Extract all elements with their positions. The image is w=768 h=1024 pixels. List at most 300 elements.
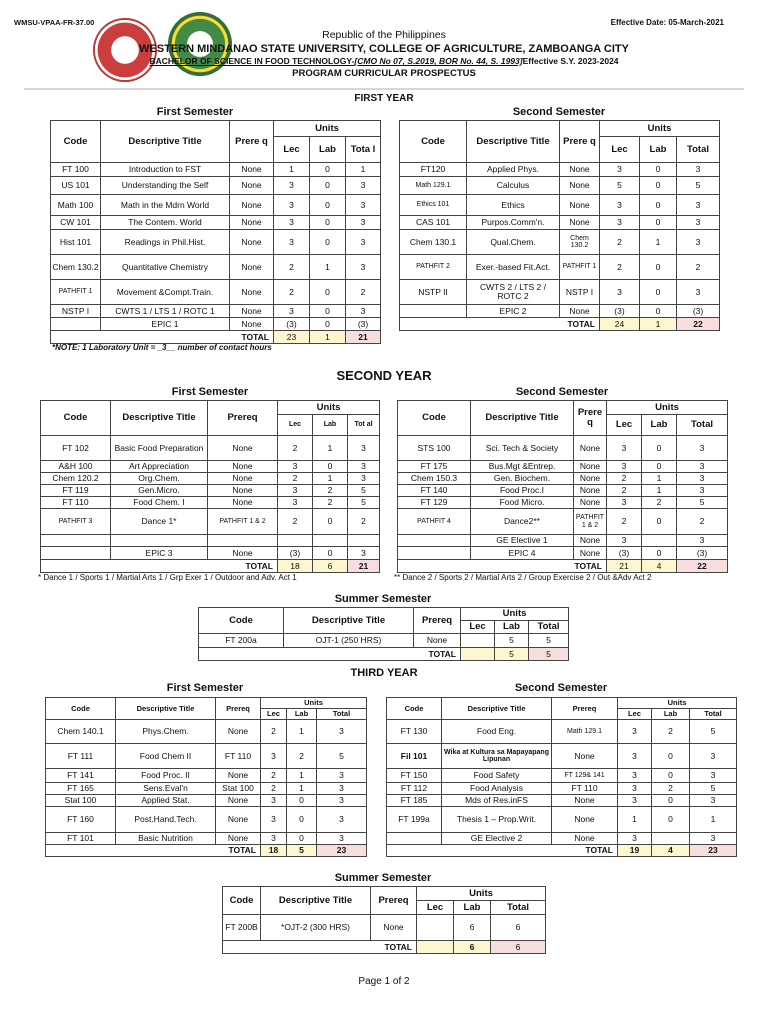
y3s2-body [387, 720, 737, 845]
course-total: (3) [677, 547, 728, 560]
course-lec: 2 [278, 473, 313, 485]
col-code: Code [223, 887, 261, 915]
course-lec: 2 [261, 769, 287, 783]
course-lec: 3 [607, 497, 642, 509]
lab-unit-note: *NOTE: 1 Laboratory Unit = _3__ number of contact hours [52, 343, 272, 352]
col-lec: Lec [600, 137, 640, 163]
course-code: FT 110 [41, 497, 111, 509]
course-code: FT 141 [46, 769, 116, 783]
third-year-heading: THIRD YEAR [350, 667, 418, 679]
program-name: BACHELOR OF SCIENCE IN FOOD TECHNOLOGY- [149, 56, 355, 66]
col-title: Descriptive Title [261, 887, 371, 915]
course-prereq: None [216, 807, 261, 833]
course-row [46, 807, 367, 833]
course-prereq: None [208, 461, 278, 473]
course-total: 3 [677, 216, 720, 230]
course-lec: 2 [607, 473, 642, 485]
course-lab: 1 [642, 485, 677, 497]
course-row [46, 744, 367, 769]
course-total: 3 [690, 769, 737, 783]
course-row [398, 535, 728, 547]
y3sum-body [223, 915, 546, 941]
course-total: 5 [690, 720, 737, 744]
course-lec: 2 [261, 720, 287, 744]
course-row [387, 744, 737, 769]
course-code [400, 305, 467, 318]
course-total: (3) [677, 305, 720, 318]
course-lab: 1 [313, 436, 348, 461]
course-prereq: None [574, 535, 607, 547]
total-units: 22 [677, 318, 720, 331]
course-title: Math in the Mdrn World [101, 195, 230, 216]
col-code: Code [51, 121, 101, 163]
col-total: Tot al [348, 415, 380, 436]
col-title: Descriptive Title [101, 121, 230, 163]
col-prereq: Prereq [552, 698, 618, 720]
course-row [46, 795, 367, 807]
course-lec: 1 [618, 807, 652, 833]
course-row [46, 833, 367, 845]
course-prereq: None [208, 485, 278, 497]
course-title: EPIC 4 [471, 547, 574, 560]
course-lab: 0 [310, 230, 346, 255]
course-code: FT 150 [387, 769, 442, 783]
col-units: Units [600, 121, 720, 137]
col-code: Code [46, 698, 116, 720]
y2s1-body [41, 436, 380, 560]
course-code: Hist 101 [51, 230, 101, 255]
course-lab: 5 [495, 634, 529, 648]
y2-summer-table [198, 607, 569, 661]
course-row [398, 497, 728, 509]
course-title: Food Micro. [471, 497, 574, 509]
col-code: Code [400, 121, 467, 163]
course-code: Fil 101 [387, 744, 442, 769]
course-lec: 3 [607, 461, 642, 473]
course-lab: 1 [642, 473, 677, 485]
col-units: Units [607, 401, 728, 415]
course-row [387, 795, 737, 807]
course-prereq: FT 110 [216, 744, 261, 769]
course-prereq: None [230, 255, 274, 280]
course-total: 3 [348, 547, 380, 560]
course-title: Gen. Biochem. [471, 473, 574, 485]
course-lec: 2 [278, 436, 313, 461]
course-prereq: None [208, 497, 278, 509]
course-lec: 2 [600, 255, 640, 280]
y2sum-body [199, 634, 569, 648]
col-code: Code [199, 608, 284, 634]
course-lec: 3 [261, 744, 287, 769]
course-title: Dance2** [471, 509, 574, 535]
course-title: OJT-1 (250 HRS) [284, 634, 414, 648]
col-title: Descriptive Title [111, 401, 208, 436]
course-total: 3 [677, 436, 728, 461]
course-prereq: None [552, 807, 618, 833]
course-prereq: None [552, 795, 618, 807]
course-lab [652, 833, 690, 845]
col-prereq: Prereq [216, 698, 261, 720]
course-prereq: None [574, 547, 607, 560]
course-prereq: Stat 100 [216, 783, 261, 795]
col-lab: Lab [310, 137, 346, 163]
course-total: 2 [348, 509, 380, 535]
course-title: Applied Phys. [467, 163, 560, 177]
page-number: Page 1 of 2 [358, 976, 410, 987]
col-units: Units [278, 401, 380, 415]
course-total [348, 535, 380, 547]
course-prereq [208, 535, 278, 547]
course-title: Wika at Kultura sa Mapayapang Lipunan [442, 744, 552, 769]
course-title: CWTS 2 / LTS 2 / ROTC 2 [467, 280, 560, 305]
course-prereq: None [574, 436, 607, 461]
total-lec: 19 [618, 845, 652, 857]
course-title: Introduction to FST [101, 163, 230, 177]
course-prereq: None [574, 497, 607, 509]
course-prereq: None [230, 305, 274, 318]
col-code: Code [41, 401, 111, 436]
course-row [46, 783, 367, 795]
course-lab: 2 [642, 497, 677, 509]
course-lec: (3) [600, 305, 640, 318]
course-total: 3 [317, 720, 367, 744]
course-lec: 2 [278, 509, 313, 535]
course-total: 3 [346, 216, 381, 230]
course-title: Food Proc. II [116, 769, 216, 783]
course-row [400, 163, 720, 177]
course-total: 3 [348, 473, 380, 485]
col-title: Descriptive Title [116, 698, 216, 720]
course-title: EPIC 1 [101, 318, 230, 331]
course-title: Basic Nutrition [116, 833, 216, 845]
col-lec: Lec [607, 415, 642, 436]
course-code: Chem 130.1 [400, 230, 467, 255]
col-lec: Lec [278, 415, 313, 436]
y2-second-sem-table [397, 400, 728, 573]
pathfit4-footnote: ** Dance 2 / Sports 2 / Martial Arts 2 / Group Exercise 2 / Out &Adv Act 2 [394, 573, 652, 582]
course-prereq: PATHFIT 1 [560, 255, 600, 280]
course-total: 3 [317, 833, 367, 845]
course-lec: 3 [274, 195, 310, 216]
col-units: Units [461, 608, 569, 621]
course-lec: 3 [274, 216, 310, 230]
course-lab: 0 [313, 461, 348, 473]
col-title: Descriptive Title [442, 698, 552, 720]
course-lec [417, 915, 454, 941]
course-lab: 0 [640, 280, 677, 305]
course-lab: 0 [310, 216, 346, 230]
course-lec: 3 [261, 807, 287, 833]
course-prereq: None [371, 915, 417, 941]
course-lec: (3) [274, 318, 310, 331]
y1-first-sem-table [50, 120, 381, 344]
total-lab: 5 [495, 648, 529, 661]
course-row [398, 547, 728, 560]
course-lec: (3) [278, 547, 313, 560]
course-row [41, 497, 380, 509]
course-row [41, 535, 380, 547]
course-code: FT120 [400, 163, 467, 177]
course-code: FT 129 [398, 497, 471, 509]
course-row [387, 720, 737, 744]
total-lab: 1 [310, 331, 346, 344]
course-title: Food Eng. [442, 720, 552, 744]
course-code: PATHFIT 2 [400, 255, 467, 280]
course-total: 3 [346, 195, 381, 216]
course-total: 5 [690, 783, 737, 795]
course-code: Chem 120.2 [41, 473, 111, 485]
course-title: Exer.-based Fit.Act. [467, 255, 560, 280]
course-total: 5 [677, 177, 720, 195]
course-prereq: None [560, 216, 600, 230]
course-prereq: None [230, 230, 274, 255]
col-total: Total [677, 137, 720, 163]
col-total: Total [317, 709, 367, 720]
course-prereq: PATHFIT 1 & 2 [574, 509, 607, 535]
course-total: 3 [346, 230, 381, 255]
col-title: Descriptive Title [471, 401, 574, 436]
course-code: FT 101 [46, 833, 116, 845]
course-total: 3 [677, 485, 728, 497]
course-code [387, 833, 442, 845]
course-lab: 1 [640, 230, 677, 255]
course-row [51, 255, 381, 280]
course-title: Bus.Mgt &Entrep. [471, 461, 574, 473]
course-code [398, 547, 471, 560]
total-lab: 1 [640, 318, 677, 331]
col-lec: Lec [274, 137, 310, 163]
course-code: FT 175 [398, 461, 471, 473]
course-code: Chem 140.1 [46, 720, 116, 744]
course-row [51, 163, 381, 177]
y3s1-body [46, 720, 367, 845]
course-code: Stat 100 [46, 795, 116, 807]
course-total: 2 [346, 280, 381, 305]
y1-second-sem-table [399, 120, 720, 331]
total-units: 21 [346, 331, 381, 344]
course-lab: 0 [640, 216, 677, 230]
program-effective: Effective S.Y. 2023-2024 [522, 56, 619, 66]
course-row [398, 436, 728, 461]
total-lec [461, 648, 495, 661]
course-row [51, 195, 381, 216]
total-lec: 24 [600, 318, 640, 331]
col-prereq: Prereq [414, 608, 461, 634]
course-lec [461, 634, 495, 648]
col-prereq: Prereq [208, 401, 278, 436]
course-lab [313, 535, 348, 547]
course-lab: 0 [652, 744, 690, 769]
course-prereq: None [560, 163, 600, 177]
course-total: 3 [317, 795, 367, 807]
course-row [398, 485, 728, 497]
course-title: Food Chem. I [111, 497, 208, 509]
course-prereq: None [216, 833, 261, 845]
course-code: US 101 [51, 177, 101, 195]
course-prereq: None [230, 216, 274, 230]
col-prereq: Prere q [574, 401, 607, 436]
course-prereq: None [208, 473, 278, 485]
course-row [387, 783, 737, 795]
course-total: 3 [348, 436, 380, 461]
col-lab: Lab [313, 415, 348, 436]
col-lab: Lab [454, 901, 491, 915]
col-lec: Lec [261, 709, 287, 720]
course-row [51, 177, 381, 195]
course-lec: 1 [274, 163, 310, 177]
course-lab: 1 [313, 473, 348, 485]
course-total: 6 [491, 915, 546, 941]
course-code: Math 100 [51, 195, 101, 216]
y1-second-semester-label: Second Semester [512, 106, 606, 118]
total-label: TOTAL [223, 941, 417, 954]
course-row [223, 915, 546, 941]
y2s2-body [398, 436, 728, 560]
course-row [41, 509, 380, 535]
course-lec: 3 [607, 535, 642, 547]
course-prereq: None [560, 195, 600, 216]
course-prereq: None [230, 195, 274, 216]
col-total: Tota l [346, 137, 381, 163]
course-title: Qual.Chem. [467, 230, 560, 255]
course-lec: 2 [607, 509, 642, 535]
y2-first-sem-table [40, 400, 380, 573]
program-line [0, 56, 768, 66]
course-lab: 0 [642, 509, 677, 535]
course-lab: 2 [287, 744, 317, 769]
col-lab: Lab [640, 137, 677, 163]
course-prereq: None [574, 485, 607, 497]
col-lec: Lec [461, 621, 495, 634]
course-title: Food Proc.I [471, 485, 574, 497]
course-lec: 3 [274, 177, 310, 195]
y1-first-semester-label: First Semester [156, 106, 234, 118]
course-lab: 0 [640, 255, 677, 280]
course-prereq: Chem 130.2 [560, 230, 600, 255]
course-lec: 3 [600, 280, 640, 305]
course-total: 3 [348, 461, 380, 473]
total-label: TOTAL [46, 845, 261, 857]
total-label: TOTAL [51, 331, 274, 344]
course-lec: 3 [618, 769, 652, 783]
course-title: Understanding the Self [101, 177, 230, 195]
total-units: 21 [348, 560, 380, 573]
col-title: Descriptive Title [284, 608, 414, 634]
course-prereq: Math 129.1 [552, 720, 618, 744]
course-total: 2 [677, 255, 720, 280]
course-code: FT 200B [223, 915, 261, 941]
course-code: FT 200a [199, 634, 284, 648]
course-lab: 1 [287, 783, 317, 795]
course-lec: 3 [274, 305, 310, 318]
course-row [51, 280, 381, 305]
col-lab: Lab [287, 709, 317, 720]
course-code: FT 111 [46, 744, 116, 769]
course-title: EPIC 3 [111, 547, 208, 560]
course-lec: 5 [600, 177, 640, 195]
course-code: FT 160 [46, 807, 116, 833]
course-total: 3 [317, 769, 367, 783]
course-lec: 2 [274, 280, 310, 305]
second-year-heading: SECOND YEAR [336, 368, 432, 383]
y2-first-semester-label: First Semester [171, 386, 249, 398]
course-title: CWTS 1 / LTS 1 / ROTC 1 [101, 305, 230, 318]
course-row [41, 436, 380, 461]
col-prereq: Prere q [560, 121, 600, 163]
course-row [400, 195, 720, 216]
course-lab: 0 [313, 547, 348, 560]
course-lab: 0 [287, 795, 317, 807]
y2-second-semester-label: Second Semester [515, 386, 609, 398]
y3-summer-semester-label: Summer Semester [334, 872, 432, 884]
total-lab: 5 [287, 845, 317, 857]
course-title: Applied Stat. [116, 795, 216, 807]
col-lec: Lec [618, 709, 652, 720]
col-code: Code [398, 401, 471, 436]
course-row [41, 461, 380, 473]
course-title: Art Appreciation [111, 461, 208, 473]
course-lab: 2 [313, 497, 348, 509]
total-units: 23 [690, 845, 737, 857]
course-row [398, 461, 728, 473]
first-year-heading: FIRST YEAR [354, 93, 414, 104]
course-lab: 0 [640, 305, 677, 318]
course-row [400, 216, 720, 230]
course-lab: 0 [640, 195, 677, 216]
course-lab: 0 [310, 305, 346, 318]
course-prereq: None [230, 163, 274, 177]
course-prereq: None [574, 461, 607, 473]
course-prereq: None [208, 436, 278, 461]
course-lab: 0 [652, 769, 690, 783]
course-lab: 0 [642, 461, 677, 473]
course-row [387, 833, 737, 845]
effective-date: Effective Date: 05-March-2021 [610, 18, 724, 27]
course-prereq: None [230, 280, 274, 305]
total-label: TOTAL [199, 648, 461, 661]
course-row [400, 280, 720, 305]
course-lec: 3 [274, 230, 310, 255]
course-title: Sci. Tech & Society [471, 436, 574, 461]
y3-second-semester-label: Second Semester [514, 682, 608, 694]
course-title: Ethics [467, 195, 560, 216]
course-code: FT 165 [46, 783, 116, 795]
course-lab: 0 [310, 280, 346, 305]
course-code: Chem 130.2 [51, 255, 101, 280]
course-code: Chem 150.3 [398, 473, 471, 485]
course-lec: 3 [261, 795, 287, 807]
total-lec: 23 [274, 331, 310, 344]
course-lab: 0 [313, 509, 348, 535]
course-code [51, 318, 101, 331]
course-total: 3 [677, 195, 720, 216]
course-lab: 0 [640, 177, 677, 195]
program-cmo: [CMO No 07, S.2019, BOR No. 44, S. 1993] [354, 56, 523, 66]
course-title: GE Elective 2 [442, 833, 552, 845]
course-title: Phys.Chem. [116, 720, 216, 744]
course-total: 3 [317, 783, 367, 795]
course-code: FT 199a [387, 807, 442, 833]
course-row [400, 230, 720, 255]
col-code: Code [387, 698, 442, 720]
course-prereq: None [216, 769, 261, 783]
col-prereq: Prereq [371, 887, 417, 915]
course-code: PATHFIT 1 [51, 280, 101, 305]
course-total: 3 [677, 230, 720, 255]
col-title: Descriptive Title [467, 121, 560, 163]
course-lab: 1 [287, 720, 317, 744]
course-lab [642, 535, 677, 547]
